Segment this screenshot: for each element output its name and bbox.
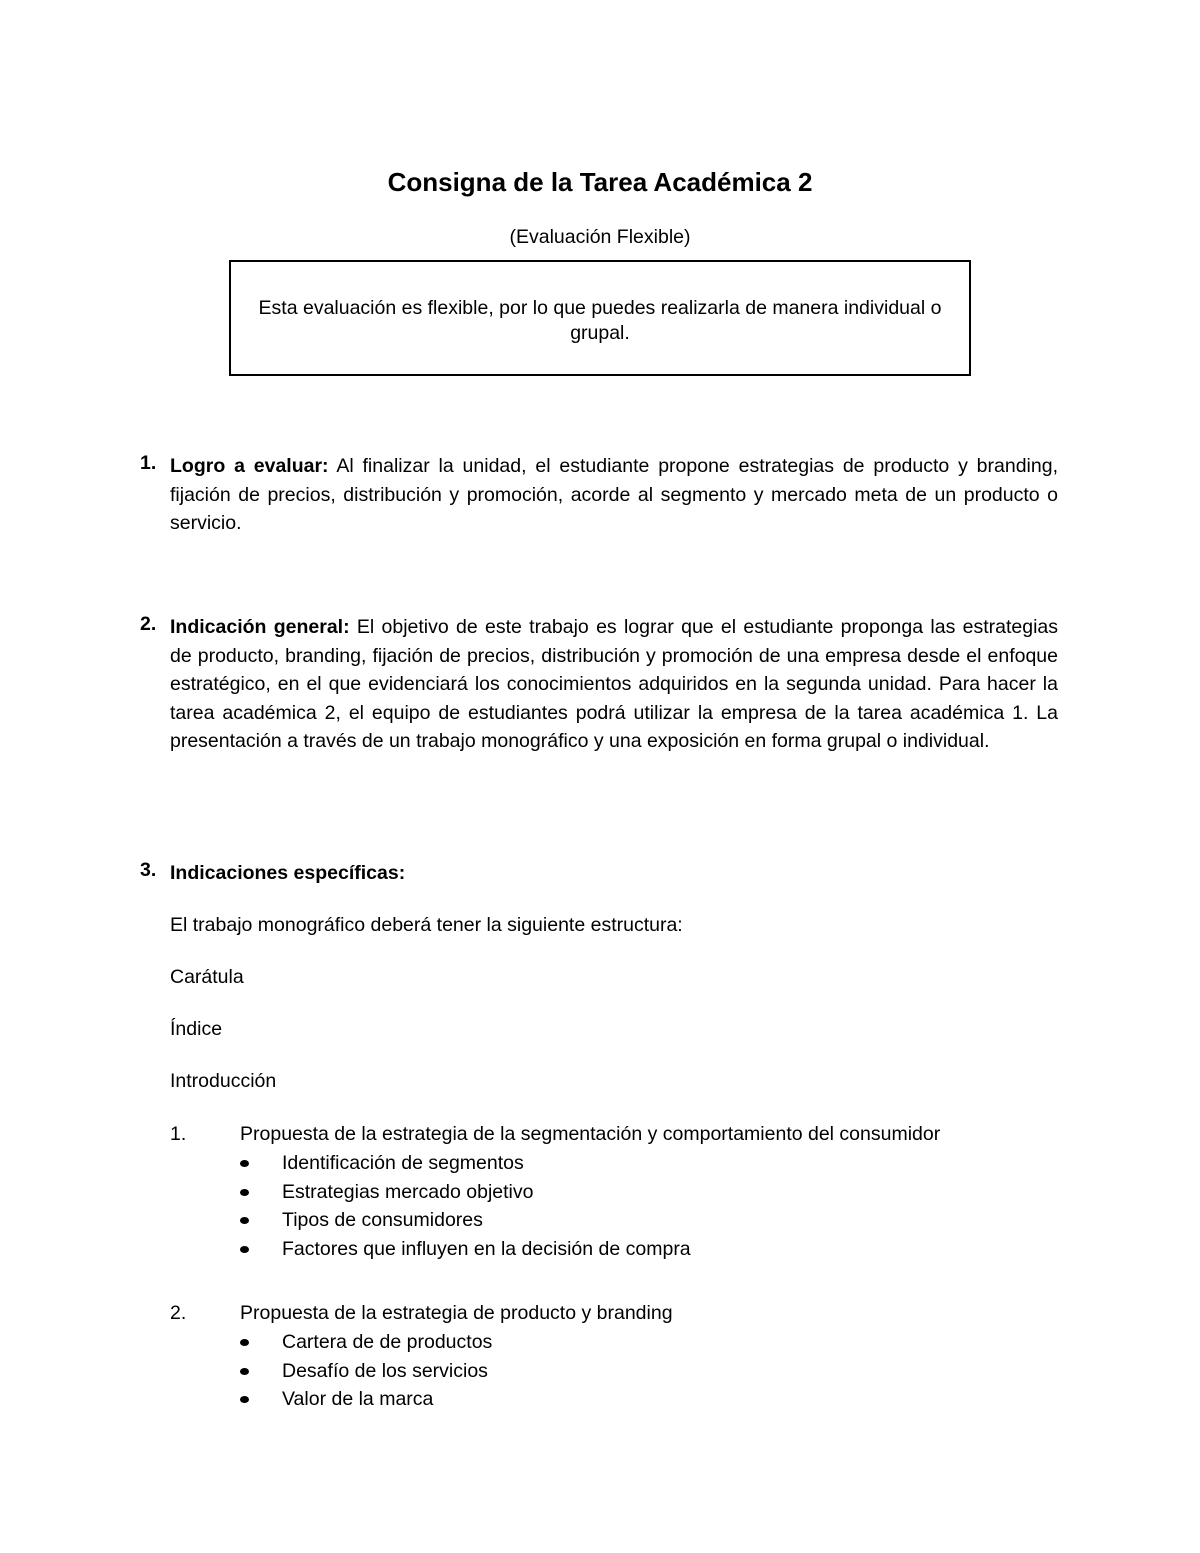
list-item <box>240 1359 492 1388</box>
list-item <box>240 1208 691 1237</box>
item-heading: Propuesta de la estrategia de la segmentación y comportamiento del consumidor <box>240 1123 941 1145</box>
section-label: Indicaciones específicas: <box>170 862 406 884</box>
structure-item-indice: Índice <box>170 1018 223 1040</box>
item-number: 2. <box>170 1302 187 1324</box>
bullet-text: Tipos de consumidores <box>282 1209 483 1231</box>
structure-item-introduccion: Introducción <box>170 1070 277 1092</box>
section-logro <box>140 452 1058 538</box>
bullet-icon <box>240 1217 249 1224</box>
bullet-icon <box>240 1246 249 1253</box>
structure-item-caratula: Carátula <box>170 966 244 988</box>
bullet-icon <box>240 1160 249 1167</box>
structure-intro: El trabajo monográfico deberá tener la siguiente estructura: <box>170 914 683 936</box>
section-indicacion-general <box>140 613 1058 756</box>
bullet-icon <box>240 1368 249 1375</box>
bullet-list <box>240 1330 492 1416</box>
notice-box <box>229 260 971 376</box>
document-subtitle: (Evaluación Flexible) <box>509 226 691 248</box>
section-number: 2. <box>140 613 157 635</box>
bullet-text: Valor de la marca <box>282 1388 434 1410</box>
section-label: Indicación general: <box>170 616 350 638</box>
list-item <box>240 1237 691 1266</box>
section-number: 3. <box>140 859 157 881</box>
bullet-text: Estrategias mercado objetivo <box>282 1180 534 1203</box>
section-number: 1. <box>140 452 157 474</box>
bullet-icon <box>240 1396 249 1403</box>
list-item <box>240 1180 691 1209</box>
section-label: Logro a evaluar: <box>170 455 329 477</box>
document-title: Consigna de la Tarea Académica 2 <box>387 167 813 197</box>
list-item <box>240 1151 691 1180</box>
bullet-text: Identificación de segmentos <box>282 1152 524 1174</box>
bullet-icon <box>240 1189 249 1196</box>
notice-text: Esta evaluación es flexible, por lo que puedes realizarla de manera individual o grupal. <box>258 297 942 344</box>
item-number: 1. <box>170 1123 187 1145</box>
bullet-text: Desafío de los servicios <box>282 1359 488 1382</box>
list-item <box>240 1330 492 1359</box>
bullet-icon <box>240 1339 249 1346</box>
bullet-list <box>240 1151 691 1265</box>
list-item <box>240 1387 492 1416</box>
bullet-text: Factores que influyen en la decisión de compra <box>282 1237 691 1260</box>
bullet-text: Cartera de de productos <box>282 1331 493 1353</box>
section-text: El objetivo de este trabajo es lograr que el estudiante proponga las estrategias de producto, branding, fijación de precios, distribución y promoción de una empresa desde el enfoque estratégico, en el que evidenciará los conocimientos adquiridos en la segunda unidad. Para hacer la tarea académica 2, el equipo de estudiantes podrá utilizar la empresa de la tarea académica 1. La presentación a través de un trabajo monográfico y una exposición en forma grupal o individual. <box>170 616 1058 752</box>
section-text: Al finalizar la unidad, el estudiante propone estrategias de producto y branding, fijación de precios, distribución y promoción, acorde al segmento y mercado meta de un producto o servicio. <box>170 455 1058 534</box>
item-heading: Propuesta de la estrategia de producto y branding <box>240 1302 673 1324</box>
section-indicaciones-especificas <box>140 859 1058 888</box>
